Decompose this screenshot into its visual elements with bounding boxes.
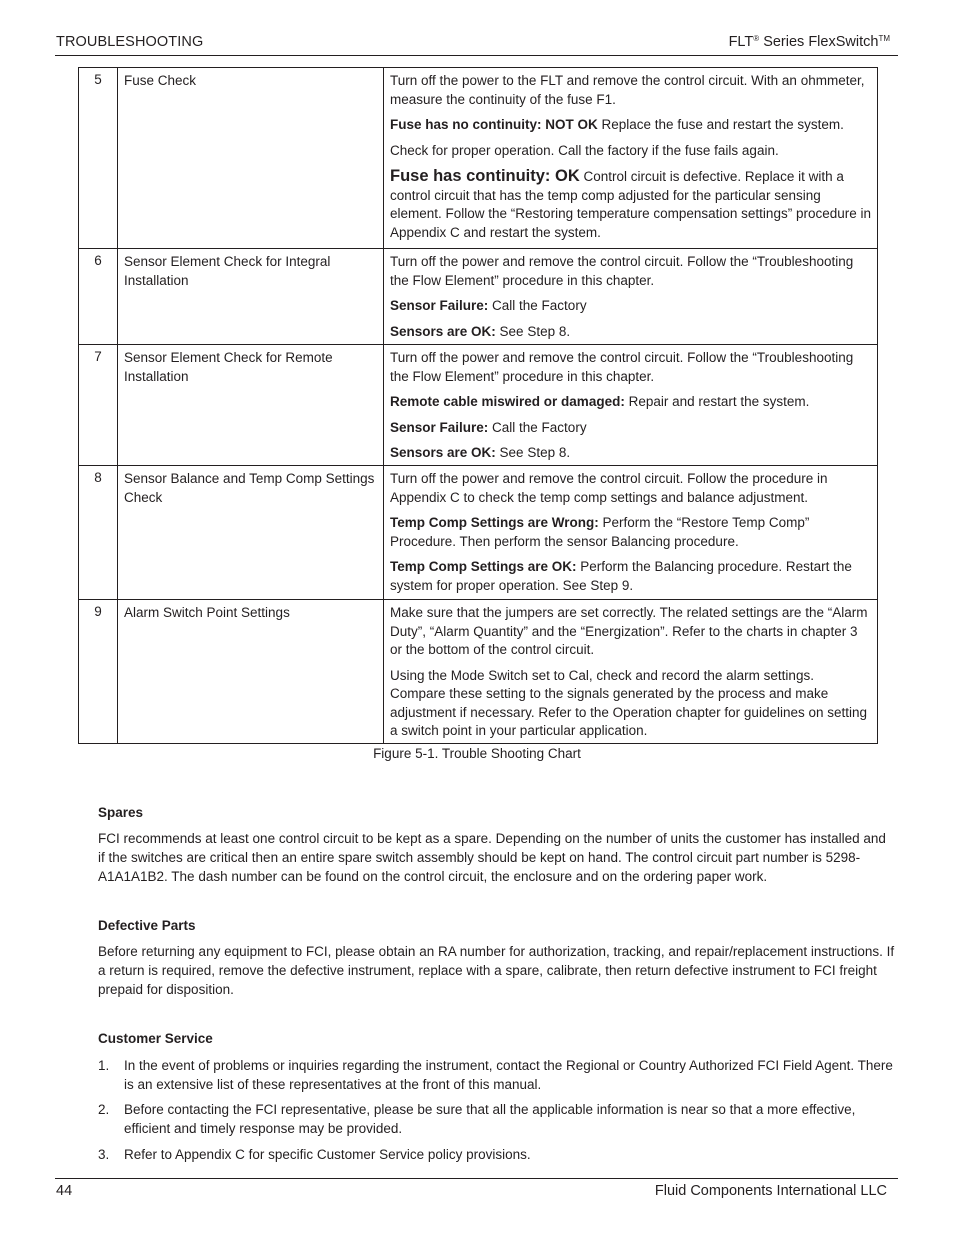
- action-paragraph: Check for proper operation. Call the factory if the fuse fails again.: [390, 142, 779, 158]
- table-row: [79, 465, 877, 599]
- spares-paragraph: FCI recommends at least one control circuit to be kept as a spare. Depending on the number of units the customer has installed and if the switches are critical then an entire spare switch assembly should be kept on hand. The control circuit part number is 5298-A1A1A1B2. The dash number can be found on the control circuit, the enclosure and on the ordering paper work.: [98, 831, 886, 884]
- action-text: Call the Factory: [488, 419, 587, 435]
- list-item: [98, 1056, 896, 1094]
- action-paragraph: [390, 116, 871, 135]
- spares-heading: Spares: [98, 805, 144, 820]
- product-suffix: Series FlexSwitch: [759, 34, 879, 50]
- list-item-number: 1.: [98, 1058, 110, 1073]
- action-paragraph: [390, 419, 871, 438]
- action-paragraph: [390, 297, 871, 316]
- step-number: 7: [94, 349, 102, 364]
- action-cell: [383, 600, 877, 743]
- check-name: Fuse Check: [117, 68, 383, 248]
- action-label: Sensors are OK:: [390, 445, 496, 460]
- list-item-number: 3.: [98, 1147, 110, 1162]
- action-intro: Make sure that the jumpers are set correctly. The related settings are the “Alarm Duty”, “Alarm Quantity” and the “Energization”. Refer to the charts in chapter 3 or the bottom of the control circuit.: [390, 605, 868, 657]
- action-intro: Turn off the power and remove the control circuit. Follow the procedure in Appendix C to check the temp comp settings and balance adjustment.: [390, 471, 828, 505]
- list-item-text: Before contacting the FCI representative, please be sure that all the applicable information is near so that a more effective, efficient and timely response may be provided.: [124, 1102, 856, 1136]
- action-paragraph: [390, 444, 871, 463]
- footer-company: Fluid Components International LLC: [654, 1183, 887, 1199]
- action-label: Temp Comp Settings are Wrong:: [390, 515, 599, 530]
- running-header-section: TROUBLESHOOTING: [56, 34, 204, 50]
- action-text: Perform the “Restore Temp Comp” Procedure. Then perform the sensor Balancing procedure.: [390, 515, 810, 549]
- check-name: Sensor Element Check for Remote Installation: [117, 345, 383, 465]
- defective-parts-paragraph: Before returning any equipment to FCI, please obtain an RA number for authorization, tracking, and repair/replacement instructions. If a return is required, remove the defective instrument, replace with a spare, calibrate, then return defective instrument to FCI freight prepaid for disposition.: [98, 944, 895, 997]
- action-label: Remote cable miswired or damaged:: [390, 394, 625, 409]
- action-label: Fuse has continuity: OK: [390, 167, 580, 185]
- action-cell: [383, 345, 877, 465]
- step-number: 8: [94, 470, 102, 485]
- check-name: Sensor Balance and Temp Comp Settings Check: [117, 466, 383, 599]
- step-number: 6: [94, 253, 102, 268]
- header-rule: [55, 55, 898, 56]
- table-row: [79, 599, 877, 743]
- action-paragraph: [390, 323, 871, 342]
- list-item-text: In the event of problems or inquiries regarding the instrument, contact the Regional or Country Authorized FCI Field Agent. There is an extensive list of these representatives at the front of this manual.: [124, 1058, 893, 1092]
- action-text: See Step 8.: [495, 323, 571, 339]
- registered-mark: ®: [753, 34, 760, 43]
- page-number: 44: [56, 1183, 73, 1199]
- product-prefix: FLT: [728, 34, 754, 50]
- action-text: Repair and restart the system.: [624, 394, 810, 409]
- action-text: See Step 8.: [495, 445, 571, 460]
- list-item-number: 2.: [98, 1102, 110, 1117]
- action-intro: Turn off the power and remove the control circuit. Follow the “Troubleshooting the Flow Element” procedure in this chapter.: [390, 254, 854, 288]
- running-header-product: [729, 34, 890, 50]
- table-row: [79, 68, 877, 248]
- troubleshooting-table: [78, 67, 878, 744]
- action-text: Call the Factory: [488, 298, 587, 313]
- step-number: 5: [94, 72, 102, 87]
- action-label: Fuse has no continuity: NOT OK: [390, 117, 598, 132]
- table-row: [79, 248, 877, 344]
- list-item: [98, 1100, 896, 1138]
- action-cell: [383, 68, 877, 248]
- action-paragraph: Using the Mode Switch set to Cal, check and record the alarm settings. Compare these setting to the signals generated by the process and make adjustment if necessary. Refer to the Operation chapter for guidelines on setting a switch point in your particular application.: [390, 667, 868, 738]
- check-name: Sensor Element Check for Integral Installation: [117, 249, 383, 344]
- list-item-text: Refer to Appendix C for specific Customer Service policy provisions.: [124, 1147, 531, 1162]
- defective-parts-heading: Defective Parts: [98, 918, 196, 933]
- action-paragraph: [390, 167, 871, 242]
- check-name: Alarm Switch Point Settings: [117, 600, 383, 743]
- action-cell: [383, 466, 877, 599]
- customer-service-heading: Customer Service: [98, 1031, 213, 1046]
- action-text: Control circuit is defective. Replace it with a control circuit that has the temp comp adjusted for the particular sensing element. Follow the “Restoring temperature compensation settings” procedure in Appendix C and restart the system.: [390, 169, 871, 240]
- action-label: Sensors are OK:: [390, 323, 496, 339]
- footer-rule: [55, 1178, 898, 1179]
- action-label: Sensor Failure:: [390, 298, 489, 313]
- action-cell: [383, 249, 877, 344]
- action-paragraph: [390, 514, 871, 551]
- step-number: 9: [94, 604, 102, 619]
- table-row: [79, 344, 877, 465]
- action-text: Perform the Balancing procedure. Restart the system for proper operation. See Step 9.: [390, 559, 852, 593]
- action-label: Temp Comp Settings are OK:: [390, 559, 577, 574]
- action-paragraph: [390, 393, 871, 412]
- list-item: [98, 1145, 896, 1164]
- action-intro: Turn off the power to the FLT and remove the control circuit. With an ohmmeter, measure the continuity of the fuse F1.: [390, 73, 865, 107]
- action-intro: Turn off the power and remove the control circuit. Follow the “Troubleshooting the Flow Element” procedure in this chapter.: [390, 350, 854, 384]
- figure-caption: Figure 5-1. Trouble Shooting Chart: [373, 746, 581, 761]
- trademark-mark: TM: [878, 34, 890, 43]
- action-label: Sensor Failure:: [390, 419, 489, 435]
- action-paragraph: [390, 558, 871, 595]
- action-text: Replace the fuse and restart the system.: [597, 117, 844, 132]
